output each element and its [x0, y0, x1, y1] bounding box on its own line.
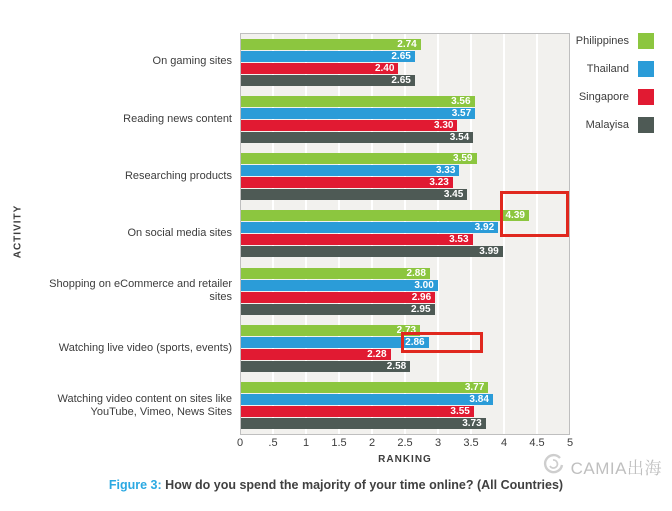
x-axis-tick: 2 [368, 437, 376, 449]
bar-singapore [241, 292, 435, 303]
bar-value-label: 2.88 [406, 267, 426, 279]
bar-philippines [241, 210, 529, 221]
bar-value-label: 3.73 [462, 417, 482, 429]
category-row [0, 148, 240, 205]
bar-philippines [241, 268, 430, 279]
bar-value-label: 3.33 [435, 165, 456, 177]
bar-thailand [241, 280, 438, 291]
chart-frame [0, 33, 570, 435]
category-label: Reading news content [123, 112, 232, 125]
category-label: Watching video content on sites like YouTube, Vimeo, News Sites [57, 393, 232, 419]
bar-value-label: 3.30 [434, 120, 454, 132]
legend-item-philippines [544, 33, 654, 49]
bar-value-label: 3.00 [414, 279, 434, 291]
bar-value-label: 3.77 [464, 381, 485, 393]
legend-item-thailand [544, 61, 654, 77]
bar-thailand [241, 51, 415, 62]
bar-value-label: 4.39 [505, 210, 525, 222]
bar-value-label: 3.23 [429, 177, 449, 189]
legend-label: Singapore [578, 91, 629, 103]
bar-malayisa [241, 246, 503, 257]
bar-thailand [241, 222, 498, 233]
bar-malayisa [241, 418, 486, 429]
legend-swatch [638, 89, 654, 105]
bar-malayisa [241, 304, 435, 315]
legend [544, 33, 654, 145]
bar-value-label: 2.96 [411, 291, 432, 303]
bar-value-label: 2.40 [374, 63, 395, 75]
bar-philippines [241, 96, 475, 107]
x-axis-tick: 0 [236, 437, 244, 449]
category-label: On gaming sites [152, 55, 232, 68]
bar-value-label: 2.73 [396, 324, 417, 336]
x-axis-tick: 1 [302, 437, 310, 449]
watermark-text: CAMIA出海 [570, 459, 662, 478]
bar-malayisa [241, 75, 415, 86]
category-row [0, 205, 240, 262]
bar-singapore [241, 177, 453, 188]
highlight-box-social-media [500, 191, 569, 237]
bar-value-label: 2.95 [411, 303, 431, 315]
bar-philippines [241, 382, 488, 393]
y-axis-title: ACTIVITY [12, 204, 24, 259]
x-axis-tick: 3 [434, 437, 442, 449]
bar-value-label: 3.54 [449, 132, 470, 144]
bar-value-label: 2.65 [391, 75, 411, 87]
x-axis-tick: 4 [500, 437, 508, 449]
caption-text: How do you spend the majority of your time online? (All Countries) [161, 478, 564, 492]
bar-singapore [241, 406, 474, 417]
bar-value-label: 2.58 [386, 360, 407, 372]
bar-value-label: 3.45 [443, 189, 464, 201]
x-axis [236, 437, 574, 451]
bar-group [241, 263, 569, 320]
bar-value-label: 2.74 [397, 39, 417, 51]
category-label: Researching products [124, 170, 232, 183]
x-axis-tick: .5 [268, 437, 278, 449]
bar-thailand [241, 108, 475, 119]
bar-value-label: 3.55 [450, 405, 470, 417]
bar-philippines [241, 39, 421, 50]
bar-group [241, 377, 569, 434]
watermark [541, 452, 662, 481]
bar-malayisa [241, 132, 473, 143]
category-row [0, 90, 240, 147]
bar-philippines [241, 325, 420, 336]
bar-singapore [241, 120, 457, 131]
bar-group [241, 91, 569, 148]
highlight-box-live-video [401, 332, 483, 353]
category-labels-column [0, 33, 240, 435]
x-axis-title: RANKING [378, 454, 432, 465]
legend-item-malayisa [544, 117, 654, 133]
x-axis-tick: 5 [566, 437, 574, 449]
bar-value-label: 3.56 [451, 96, 471, 108]
legend-label: Philippines [575, 35, 629, 47]
caption-figure-number: Figure 3: [108, 478, 162, 492]
category-label: Shopping on eCommerce and retailer sites [49, 278, 232, 304]
x-axis-tick: 2.5 [397, 437, 413, 449]
x-axis-tick: 4.5 [529, 437, 545, 449]
bar-singapore [241, 349, 391, 360]
legend-label: Malayisa [585, 119, 629, 131]
bar-philippines [241, 153, 477, 164]
category-row [0, 263, 240, 320]
category-label: Watching live video (sports, events) [58, 342, 232, 355]
bar-value-label: 3.59 [453, 153, 473, 165]
x-axis-tick: 3.5 [463, 437, 479, 449]
bar-value-label: 3.57 [451, 108, 472, 120]
category-row [0, 320, 240, 377]
x-axis-tick: 1.5 [331, 437, 347, 449]
bar-group [241, 34, 569, 91]
legend-swatch [638, 61, 654, 77]
bar-singapore [241, 63, 398, 74]
bar-value-label: 2.86 [405, 336, 425, 348]
category-row [0, 33, 240, 90]
legend-swatch [638, 117, 654, 133]
bar-thailand [241, 394, 493, 405]
bar-malayisa [241, 361, 410, 372]
watermark-swirl-icon [541, 452, 565, 481]
legend-swatch [638, 33, 654, 49]
legend-item-singapore [544, 89, 654, 105]
bar-value-label: 3.99 [479, 246, 499, 258]
bar-value-label: 3.84 [469, 393, 489, 405]
category-row [0, 378, 240, 435]
legend-label: Thailand [586, 63, 629, 75]
bar-value-label: 3.92 [474, 222, 495, 234]
bar-value-label: 2.28 [367, 348, 387, 360]
bar-malayisa [241, 189, 467, 200]
bar-value-label: 3.53 [449, 234, 469, 246]
category-label: On social media sites [127, 227, 232, 240]
bar-singapore [241, 234, 473, 245]
bar-thailand [241, 165, 459, 176]
bar-value-label: 2.65 [391, 51, 411, 63]
